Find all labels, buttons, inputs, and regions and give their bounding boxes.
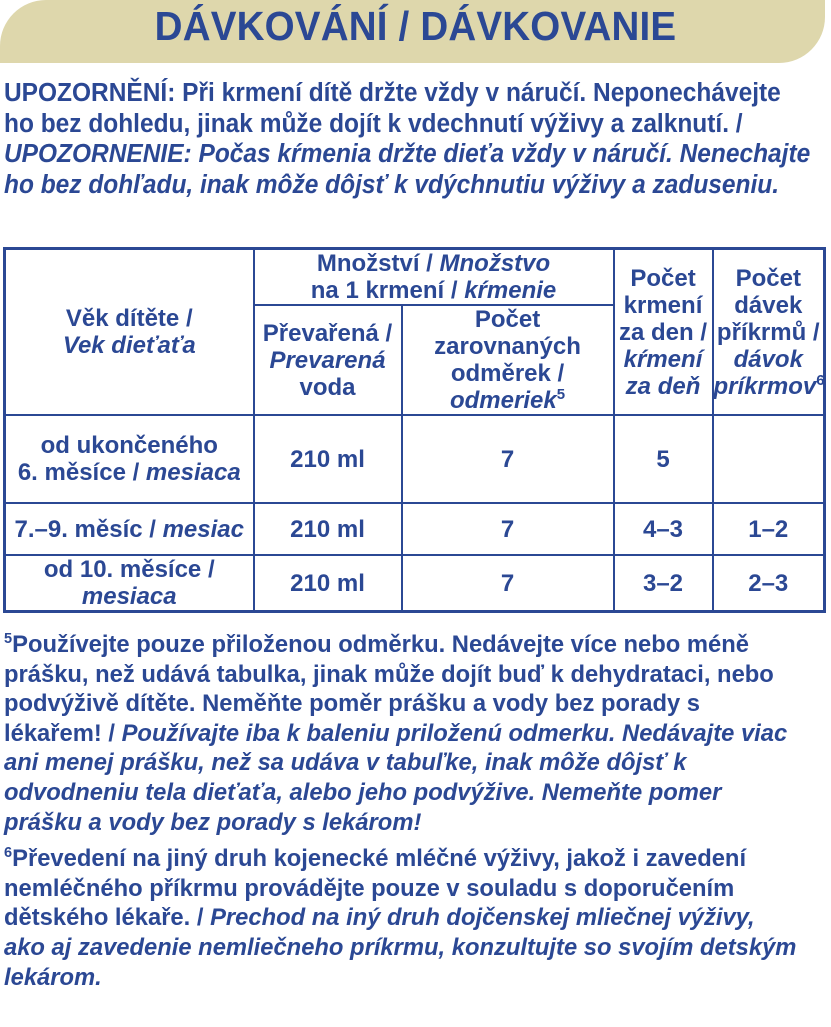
header-water-cz: Převařená / [262,319,393,347]
header-cell-portions [713,249,825,416]
warning-sk-line-2: ho bez dohľadu, inak môže dôjsť k vdýchnutiu výživy a zaduseniu. [4,170,780,199]
header-portions-sk-1: dávok [733,345,803,373]
header-scoops-cz-2: odměrek / [450,360,565,387]
cell-feeds-2: 3–2 [614,555,713,612]
header-age-sk: Vek dieťaťa [62,332,196,359]
cell-feeds-0: 5 [614,415,713,503]
warning-sk-line-1 [4,139,811,170]
header-cell-age [5,249,254,416]
age-cz-line2-0: 6. měsíce / [17,459,140,486]
header-portions-footnote-ref: 6 [816,371,825,389]
header-water-cz-2: voda [299,373,356,401]
cell-water-2: 210 ml [254,555,402,612]
header-amount-sk-1: Množstvo [439,250,551,277]
age-sk-0: mesiaca [145,459,241,486]
header-portions-cz-1: Počet [735,264,801,292]
header-scoops-cz-1: Počet zarovnaných [434,306,581,360]
cell-scoops-2: 7 [402,555,614,612]
header-feeds-cz-2: krmení [623,291,703,319]
header-amount-cz-2: na 1 krmení [310,277,445,304]
page-title: DÁVKOVÁNÍ / DÁVKOVANIE [154,3,677,49]
footnote-5-sk: Používajte iba k baleniu priloženú odmerku. Nedávajte viac ani menej prášku, než sa udáva v tabuľke, inak môže dôjsť k odvodneniu tela dieťaťa, alebo jeho podvýžive. Nemeňte pomer prášku a vody bez porady s lekárom! [4,719,788,836]
footnote-6-sk: Prechod na iný druh dojčenskej mliečnej výživy, ako aj zavedenie nemliečneho príkrmu, konzultujte so svojím detským lekárom. [4,904,797,991]
header-portions-cz-3: příkrmů / [716,318,820,346]
header-cell-feeds-per-day [614,249,713,416]
header-feeds-cz-1: Počet [630,264,696,292]
header-cell-scoops [402,305,614,415]
footnote-5-marker: 5 [4,629,13,647]
warning-cz-line-1 [4,78,781,109]
table-row [5,415,825,503]
cell-scoops-1: 7 [402,503,614,555]
cell-age-0 [5,415,254,503]
header-feeds-sk-2: za deň [625,372,701,400]
age-cz-line1-0: od ukončeného [40,432,218,459]
warning-cz-label: UPOZORNĚNÍ: [4,79,176,107]
cell-feeds-1: 4–3 [614,503,713,555]
table-header-row-1 [5,249,825,306]
footnotes-block [4,630,799,996]
warning-sk-text-1: Počas kŕmenia držte dieťa vždy v náručí. Nenechajte [191,140,811,168]
warning-block [4,78,811,200]
warning-sk-label: UPOZORNENIE: [4,140,192,168]
dosage-table [3,247,826,613]
cell-water-0: 210 ml [254,415,402,503]
header-scoops-footnote-ref: 5 [556,386,566,403]
header-portions-cz-2: dávek [734,291,803,319]
cell-scoops-0: 7 [402,415,614,503]
footnote-5 [4,630,799,837]
header-cell-amount-group: Množství / Množstvo na 1 krmení / kŕmenie [254,249,614,306]
header-amount-sk-2: kŕmenie [464,277,557,304]
warning-cz-line-2: ho bez dohledu, jinak může dojít k vdechnutí výživy a zalknutí. / [4,109,743,138]
age-cz-line1-1: 7.–9. měsíc / [14,515,156,543]
cell-age-2 [5,555,254,612]
header-portions-sk-2: príkrmov [713,372,817,400]
header-scoops-sk: odmeriek [449,387,557,414]
cell-age-1 [5,503,254,555]
header-age-cz: Věk dítěte / [65,305,193,332]
header-water-sk: Prevarená [269,346,386,374]
cell-water-1: 210 ml [254,503,402,555]
table-row [5,555,825,612]
cell-portions-0 [713,415,825,503]
cell-portions-1: 1–2 [713,503,825,555]
header-cell-water [254,305,402,415]
footnote-6 [4,844,799,992]
footnote-5-cz: Používejte pouze přiloženou odměrku. Nedávejte více nebo méně prášku, než udává tabulka, jinak může dojít buď k dehydrataci, nebo podvýživě dítěte. Neměňte poměr prášku a vody bez porady s lékařem! / [4,631,774,747]
header-feeds-cz-3: za den / [619,318,708,346]
age-cz-line1-2: od 10. měsíce / [43,556,215,583]
age-sk-2: mesiaca [81,583,177,610]
header-feeds-sk-1: kŕmení [623,345,703,373]
header-amount-cz-1: Množství [316,250,420,277]
cell-portions-2: 2–3 [713,555,825,612]
footnote-6-cz: Převedení na jiný druh kojenecké mléčné výživy, jakož i zavedení nemléčného příkrmu provádějte pouze v souladu s doporučením dětského lékaře. / [4,845,747,932]
age-sk-1: mesiac [162,515,244,543]
warning-cz-text-1: Při krmení dítě držte vždy v náručí. Neponechávejte [175,79,781,107]
table-row [5,503,825,555]
footnote-6-marker: 6 [4,844,13,861]
